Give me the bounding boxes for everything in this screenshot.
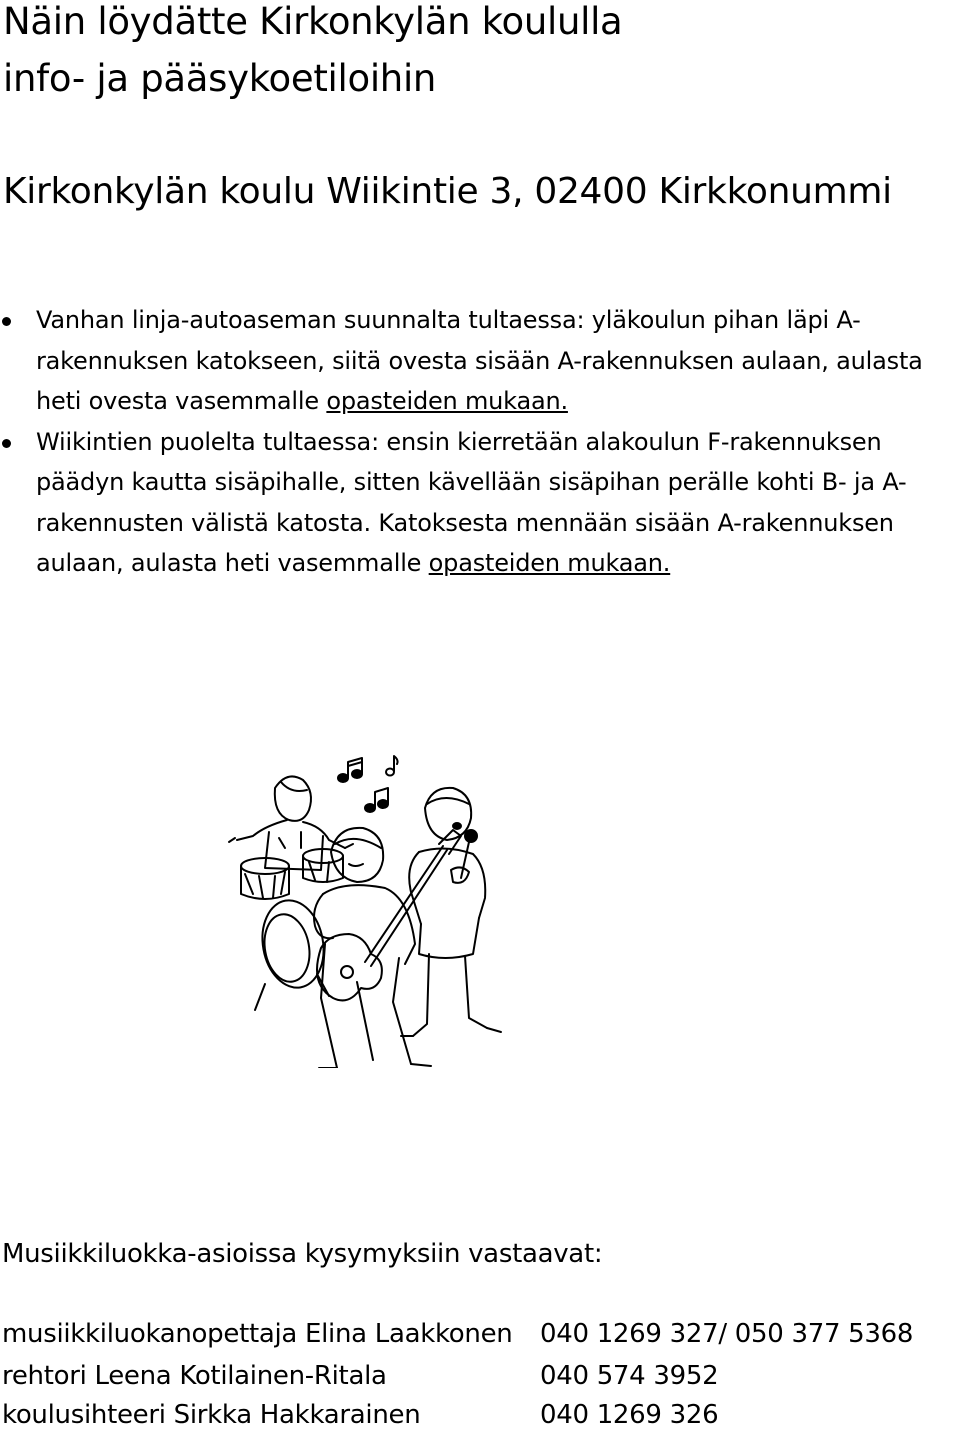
contact-row: [2, 1316, 914, 1352]
directions-list: [0, 300, 955, 584]
contact-phone: 040 574 3952: [540, 1361, 719, 1391]
school-address: Kirkonkylän koulu Wiikintie 3, 02400 Kirkkonummi: [3, 171, 892, 212]
drum-kit: [241, 832, 343, 1010]
bullet-icon: [2, 317, 11, 326]
contact-name: musiikkiluokanopettaja Elina Laakkonen: [2, 1319, 513, 1349]
direction-text: Vanhan linja-autoaseman suunnalta tultaessa: yläkoulun pihan läpi A-rakennuksen katokseen, siitä ovesta sisään A-rakennuksen aulaan, aulasta heti ovesta vasemmalle: [36, 306, 923, 415]
contact-phone: 040 1269 326: [540, 1400, 719, 1430]
list-item: [0, 300, 955, 422]
contact-name: rehtori Leena Kotilainen-Ritala: [2, 1361, 387, 1391]
music-note-icon: [365, 788, 388, 812]
signage-link-text: opasteiden mukaan.: [428, 549, 671, 577]
music-note-icon: [386, 756, 398, 776]
singer-figure: [401, 788, 501, 1036]
signage-link-text: opasteiden mukaan.: [326, 387, 568, 415]
guitarist-figure: [314, 828, 461, 1068]
music-note-icon: [338, 758, 362, 782]
contact-row: [2, 1397, 719, 1433]
contact-row: [2, 1358, 719, 1394]
contacts-heading: Musiikkiluokka-asioissa kysymyksiin vastaavat:: [2, 1239, 603, 1269]
bullet-icon: [2, 439, 11, 448]
drummer-figure: [229, 776, 353, 870]
band-illustration: [225, 748, 515, 1068]
direction-text: Wiikintien puolelta tultaessa: ensin kierretään alakoulun F-rakennuksen päädyn kautta sisäpihalle, sitten kävellään sisäpihan perälle kohti B- ja A-rakennusten välistä katosta. Katoksesta mennään sisään A-rakennuksen aulaan, aulasta heti vasemmalle: [36, 427, 907, 577]
page-title-line-1: Näin löydätte Kirkonkylän koululla: [3, 0, 623, 43]
page-title-line-2: info- ja pääsykoetiloihin: [3, 57, 437, 100]
contact-phone: 040 1269 327/ 050 377 5368: [540, 1319, 914, 1349]
list-item: [0, 422, 955, 584]
contact-name: koulusihteeri Sirkka Hakkarainen: [2, 1400, 421, 1430]
